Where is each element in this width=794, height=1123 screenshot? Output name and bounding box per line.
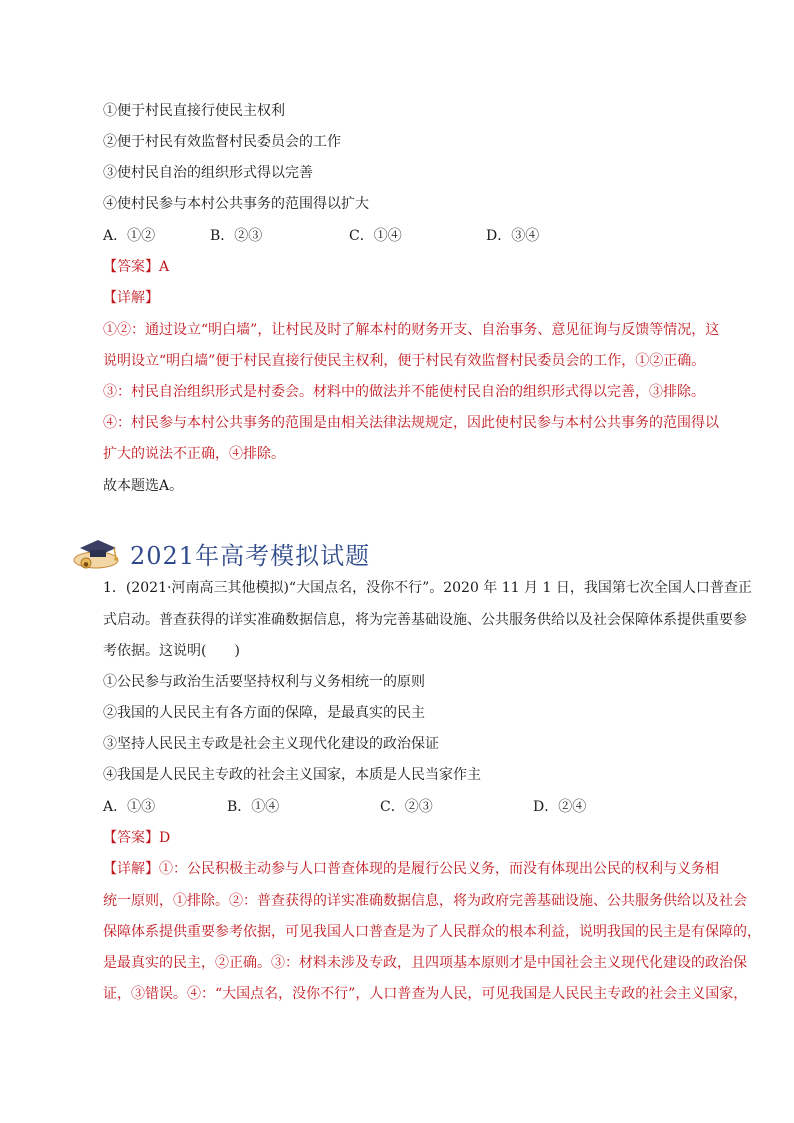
q0-answer	[103, 257, 723, 277]
q1-explanation-5: 证，③错误。④：“大国点名，没你不行”，人口普查为人民，可见我国是人民民主专政的社会主义国家，	[103, 986, 748, 1002]
q1-stem-1: 1．(2021·河南高三其他模拟)“大国点名，没你不行”。2020 年 11 月 1 日，我国第七次全国人口普查正	[103, 580, 752, 596]
q1-explanation-2: 统一原则，①排除。②：普查获得的详实准确数据信息，将为政府完善基础设施、公共服务供给以及社会	[103, 893, 747, 909]
q1-choice-a: A．①③	[103, 799, 156, 815]
q0-option-4: ④使村民参与本村公共事务的范围得以扩大	[103, 196, 369, 212]
q1-answer-value: D	[159, 830, 171, 846]
q1-explanation-4: 是最真实的民主，②正确。③：材料未涉及专政，且四项基本原则才是中国社会主义现代化建设的政治保	[103, 955, 747, 971]
q0-choice-c: C．①④	[349, 228, 402, 244]
graduation-cap-icon	[70, 536, 124, 570]
q1-choice-c: C．②③	[380, 799, 433, 815]
q0-explanation-1: ①②：通过设立“明白墙”，让村民及时了解本村的财务开支、自治事务、意见征询与反馈等情况，这	[103, 322, 720, 338]
q0-option-3: ③使村民自治的组织形式得以完善	[103, 165, 313, 181]
q0-choice-d: D．③④	[486, 228, 540, 244]
q1-stem-3: 考依据。这说明( )	[103, 643, 240, 659]
q0-explanation-2: 说明设立“明白墙”便于村民直接行使民主权利，便于村民有效监督村民委员会的工作，①②正确。	[103, 353, 706, 369]
q0-choice-a: A．①②	[103, 228, 156, 244]
q0-choice-b: B．②③	[210, 228, 263, 244]
q0-answer-value: A	[159, 259, 170, 275]
q1-explanation-3: 保障体系提供重要参考依据，可见我国人口普查是为了人民群众的根本利益，说明我国的民主是有保障的，	[103, 924, 761, 940]
svg-text:●: ●	[83, 561, 89, 568]
q0-explanation-5: 扩大的说法不正确，④排除。	[103, 446, 285, 462]
q1-explanation-1	[103, 859, 723, 879]
q1-option-1: ①公民参与政治生活要坚持权利与义务相统一的原则	[103, 674, 425, 690]
q1-answer	[103, 828, 723, 848]
q0-answer-label: 【答案】	[103, 259, 159, 275]
q0-option-2: ②便于村民有效监督村民委员会的工作	[103, 134, 341, 150]
q0-detail-label: 【详解】	[103, 290, 159, 306]
q0-explanation-3: ③：村民自治组织形式是村委会。材料中的做法并不能使村民自治的组织形式得以完善，③排除。	[103, 384, 705, 400]
q1-choice-d: D．②④	[533, 799, 587, 815]
q0-conclusion: 故本题选A。	[103, 478, 184, 494]
q1-explanation-1-text: ①：公民积极主动参与人口普查体现的是履行公民义务，而没有体现出公民的权利与义务相	[159, 861, 719, 877]
q1-option-2: ②我国的人民民主有各方面的保障，是最真实的民主	[103, 705, 425, 721]
section-title: 2021年高考模拟试题	[130, 542, 371, 570]
q1-option-3: ③坚持人民民主专政是社会主义现代化建设的政治保证	[103, 736, 439, 752]
q1-answer-label: 【答案】	[103, 830, 159, 846]
q1-option-4: ④我国是人民民主专政的社会主义国家，本质是人民当家作主	[103, 767, 481, 783]
section-heading	[70, 534, 470, 574]
q0-option-1: ①便于村民直接行使民主权利	[103, 103, 285, 119]
q1-stem-2: 式启动。普查获得的详实准确数据信息，将为完善基础设施、公共服务供给以及社会保障体系提供重要参	[103, 612, 747, 628]
q1-detail-label: 【详解】	[103, 861, 159, 877]
q0-explanation-4: ④：村民参与本村公共事务的范围是由相关法律法规规定，因此使村民参与本村公共事务的范围得以	[103, 415, 719, 431]
q1-choice-b: B．①④	[227, 799, 280, 815]
